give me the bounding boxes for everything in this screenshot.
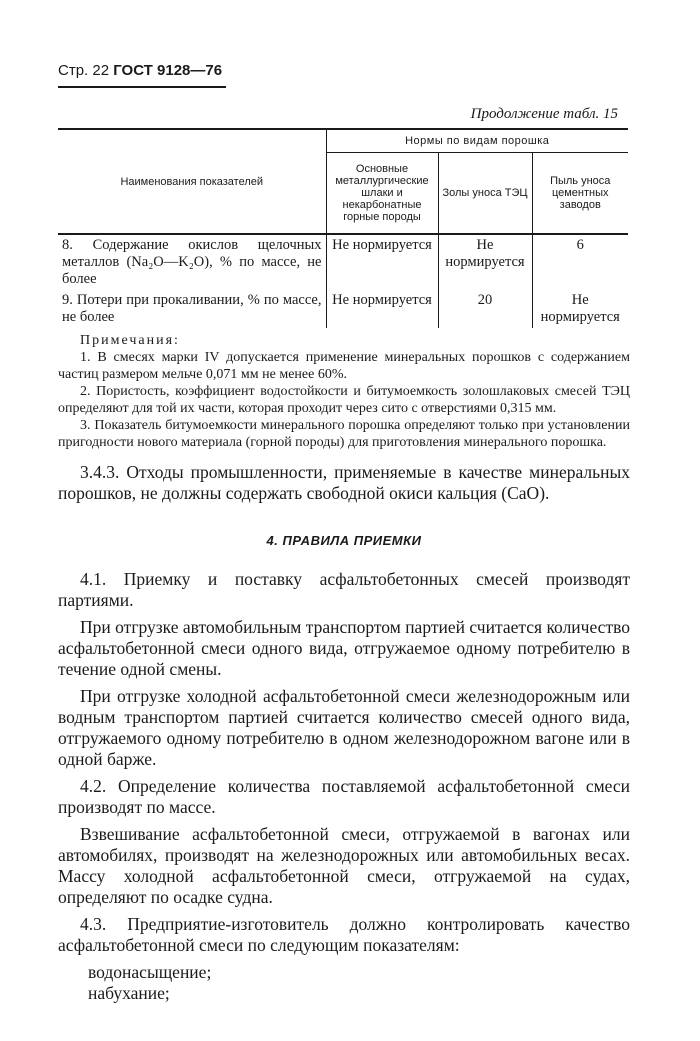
section-title: 4. ПРАВИЛА ПРИЕМКИ [266,533,422,548]
row-value: Не нормируется [540,292,620,325]
paragraph-4-3: 4.3. Предприятие-изготовитель должно контролировать качество асфальтобетонной смеси по следующим показателям: [58,914,630,955]
table-continuation-label: Продолжение табл. 15 [470,106,618,122]
standard-number: ГОСТ 9128—76 [113,62,223,79]
paragraph: Взвешивание асфальтобетонной смеси, отгружаемой в вагонах или автомобилях, производят на железнодорожных или автомобильных весах. Массу холодной асфальтобетонной смеси, отгружаемой на судах, определяют по осадке судна. [58,824,630,907]
table-notes [58,332,630,451]
paragraph-4-1: 4.1. Приемку и поставку асфальтобетонных смесей производят партиями. [58,569,630,610]
row-value: Не нормируется [326,290,438,328]
row-name: 8. Содержание окислов щелочных металлов (Na₂O—K₂O), % по массе, не более [58,234,326,290]
document-body [58,462,630,1004]
table-row [58,290,628,328]
page-label: Стр. 22 [58,62,110,79]
row-value: Не нормируется [326,234,438,290]
page-header [58,62,222,79]
norms-table [58,128,628,328]
column-header-ash: Золы уноса ТЭЦ [438,153,532,235]
table-row [58,234,628,290]
paragraph-3-4-3: 3.4.3. Отходы промышленности, применяемые в качестве минеральных порошков, не должны содержать свободной окиси кальция (CaO). [58,462,630,503]
paragraph: При отгрузке холодной асфальтобетонной смеси железнодорожным или водным транспортом партией считается количество смесей одного вида, отгружаемого одному потребителю в одном железнодорожном вагоне или в одной барже. [58,686,630,769]
list-item: водонасыщение; [88,962,212,982]
header-rule [58,86,226,88]
paragraph: При отгрузке автомобильным транспортом партией считается количество асфальтобетонной смеси одного вида, отгружаемое одному потребителю в течение одной смены. [58,617,630,679]
note-item: 3. Показатель битумоемкости минерального порошка определяют только при установлении пригодности нового материала (горной породы) для приготовления минерального порошка. [58,418,630,450]
note-item: 2. Пористость, коэффициент водостойкости и битумоемкость золошлаковых смесей ТЭЦ определяют для той их части, которая проходит через сито с отверстиями 0,315 мм. [58,384,630,416]
note-item: 1. В смесях марки IV допускается применение минеральных порошков с содержанием частиц размером мельче 0,071 мм не менее 60%. [58,350,630,382]
row-value: 6 [576,237,584,253]
notes-title: Примечания: [80,333,180,348]
column-header-cement-dust: Пыль уноса цементных заводов [532,153,628,235]
row-value: Не нормируется [438,234,532,290]
row-value: 20 [438,290,532,328]
row-name: 9. Потери при прокаливании, % по массе, не более [58,290,326,328]
column-group-header: Нормы по видам порошка [326,129,628,153]
column-header-indicators: Наименования показателей [58,129,326,234]
paragraph-4-2: 4.2. Определение количества поставляемой асфальтобетонной смеси производят по массе. [58,776,630,817]
column-header-slag: Основные металлургические шлаки и некарбонатные горные породы [326,153,438,235]
list-item: набухание; [88,983,170,1003]
